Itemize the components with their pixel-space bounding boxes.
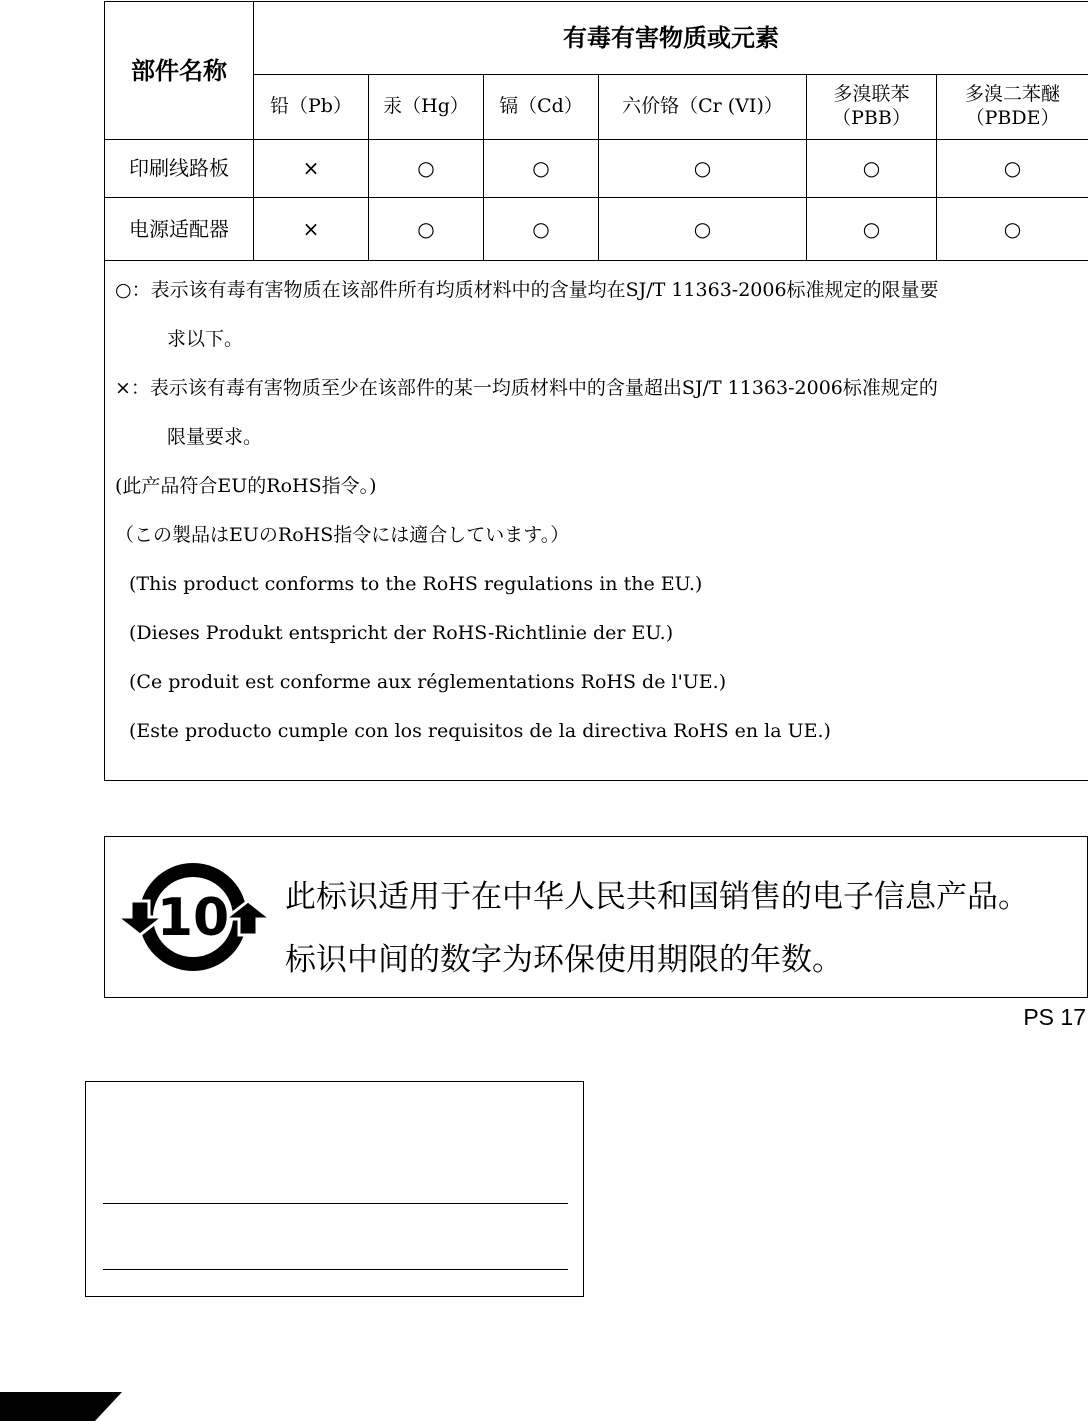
part-name-cell: 电源适配器 — [105, 198, 254, 261]
mark-cell: × — [254, 198, 369, 261]
substance-header: 镉（Cd） — [484, 75, 599, 140]
substance-header: 多溴联苯 （PBB） — [807, 75, 937, 140]
statement-japanese: （この製品はEUのRoHS指令には適合しています。） — [115, 524, 570, 546]
efup-line-2: 标识中间的数字为环保使用期限的年数。 — [285, 942, 843, 978]
note-cross-continued: 限量要求。 — [167, 426, 263, 448]
table-notes — [105, 261, 1088, 781]
cross-mark: ×： — [115, 377, 150, 399]
note-cross-text: 表示该有毒有害物质至少在该部件的某一均质材料中的含量超出SJ/T 11363-2006标准规定的 — [149, 377, 938, 399]
page-number: PS 17 — [1023, 1004, 1086, 1030]
statement-spanish: (Este producto cumple con los requisitos de la directiva RoHS en la UE.) — [129, 720, 831, 742]
mark-cell: ○ — [807, 140, 937, 198]
efup-number: 10 — [156, 888, 230, 948]
mark-cell: × — [254, 140, 369, 198]
statement-german: (Dieses Produkt entspricht der RoHS-Richtlinie der EU.) — [129, 622, 674, 644]
label-rule — [103, 1269, 568, 1270]
mark-cell: ○ — [937, 198, 1088, 261]
statement-english: (This product conforms to the RoHS regulations in the EU.) — [129, 573, 703, 595]
substance-header: 多溴二苯醚 （PBDE） — [937, 75, 1088, 140]
blank-label-box — [85, 1081, 584, 1297]
mark-cell: ○ — [599, 140, 807, 198]
mark-cell: ○ — [369, 140, 484, 198]
label-rule — [103, 1203, 568, 1204]
note-circle-text: 表示该有毒有害物质在该部件所有均质材料中的含量均在SJ/T 11363-2006标准规定的限量要 — [150, 279, 939, 301]
note-circle-continued: 求以下。 — [167, 328, 244, 350]
note-circle — [115, 273, 1078, 322]
mark-cell: ○ — [484, 140, 599, 198]
page-corner-tab-icon — [0, 1392, 122, 1421]
efup-line-1: 此标识适用于在中华人民共和国销售的电子信息产品。 — [285, 879, 1029, 915]
statement-french: (Ce produit est conforme aux réglementations RoHS de l'UE.) — [129, 671, 727, 693]
table-row — [105, 198, 1088, 261]
mark-cell: ○ — [599, 198, 807, 261]
statement-chinese: (此产品符合EU的RoHS指令。) — [115, 475, 377, 497]
table-row — [105, 140, 1088, 198]
circle-mark: ○： — [115, 279, 151, 301]
header-hazard-group: 有毒有害物质或元素 — [254, 2, 1088, 75]
efup-10-icon — [121, 853, 267, 981]
mark-cell: ○ — [937, 140, 1088, 198]
part-name-cell: 印刷线路板 — [105, 140, 254, 198]
substance-header: 铅（Pb） — [254, 75, 369, 140]
substance-header: 六价铬（Cr (VI)） — [599, 75, 807, 140]
note-cross — [115, 371, 1078, 420]
efup-notice-box — [104, 836, 1088, 998]
mark-cell: ○ — [484, 198, 599, 261]
rohs-substance-table — [104, 1, 1088, 781]
mark-cell: ○ — [807, 198, 937, 261]
header-part-name: 部件名称 — [105, 2, 254, 140]
substance-header: 汞（Hg） — [369, 75, 484, 140]
mark-cell: ○ — [369, 198, 484, 261]
